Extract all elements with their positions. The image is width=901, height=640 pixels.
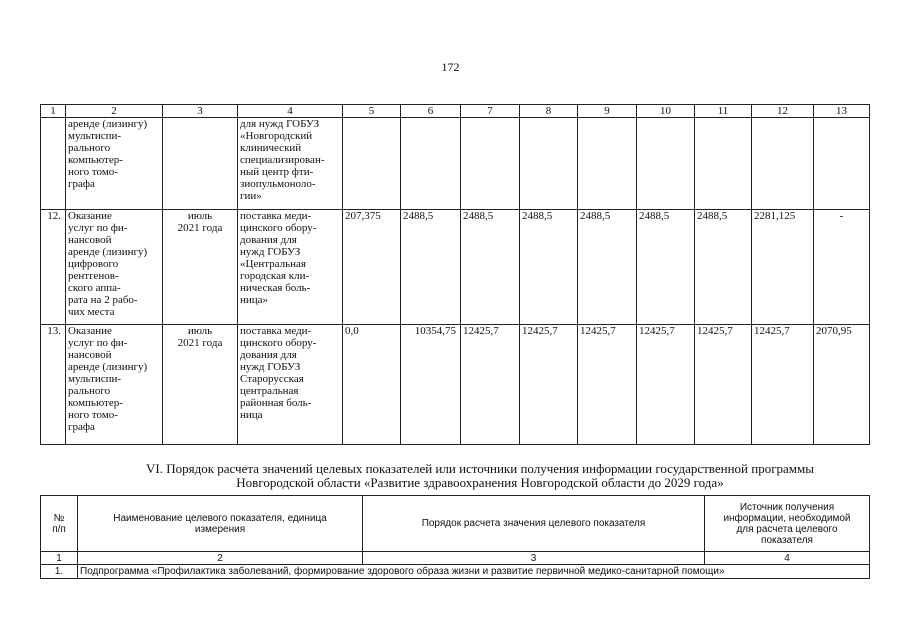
header-cell-source: Источник получения информации, необходимой для расчета целевого показателя xyxy=(705,496,870,552)
header-cell-method: Порядок расчета значения целевого показателя xyxy=(363,496,705,552)
value-cell: 12425,7 xyxy=(637,325,695,445)
column-number: 11 xyxy=(695,105,752,118)
value-cell: - xyxy=(814,210,870,325)
indicators-table xyxy=(40,495,870,579)
value-cell xyxy=(752,118,814,210)
value-cell: 12425,7 xyxy=(520,325,578,445)
column-number-row xyxy=(41,552,870,565)
table-row xyxy=(41,210,870,325)
service-name: Оказание услуг по фи- нансовой аренде (лизингу) цифрового рентгенов- ского аппа- рата на 2 рабо- чих места xyxy=(66,210,163,325)
column-number: 12 xyxy=(752,105,814,118)
value-cell xyxy=(578,118,637,210)
value-cell xyxy=(695,118,752,210)
column-number: 4 xyxy=(705,552,870,565)
table-row xyxy=(41,118,870,210)
value-cell: 2488,5 xyxy=(695,210,752,325)
period-cell: июль 2021 года xyxy=(163,325,238,445)
value-cell: 2488,5 xyxy=(578,210,637,325)
row-number: 12. xyxy=(41,210,66,325)
value-cell: 12425,7 xyxy=(752,325,814,445)
value-cell: 2488,5 xyxy=(401,210,461,325)
section-heading-line: Новгородской области «Развитие здравоохранения Новгородской области до 2029 года» xyxy=(236,475,724,490)
value-cell: 207,375 xyxy=(343,210,401,325)
value-cell: 2281,125 xyxy=(752,210,814,325)
service-name: аренде (лизингу) мультиспи- рального компьютер- ного томо- графа xyxy=(66,118,163,210)
column-number: 13 xyxy=(814,105,870,118)
table-row xyxy=(41,325,870,445)
subprogram-title: Подпрограмма «Профилактика заболеваний, формирование здорового образа жизни и развитие первичной медико-санитарной помощи» xyxy=(78,565,870,579)
value-cell xyxy=(520,118,578,210)
value-cell xyxy=(814,118,870,210)
column-number: 2 xyxy=(66,105,163,118)
row-number xyxy=(41,118,66,210)
column-number: 7 xyxy=(461,105,520,118)
column-number: 1 xyxy=(41,105,66,118)
value-cell: 2488,5 xyxy=(520,210,578,325)
financing-table xyxy=(40,104,870,445)
period-cell: июль 2021 года xyxy=(163,210,238,325)
column-number: 10 xyxy=(637,105,695,118)
column-number: 3 xyxy=(163,105,238,118)
value-cell xyxy=(401,118,461,210)
period-cell xyxy=(163,118,238,210)
value-cell xyxy=(637,118,695,210)
service-name: Оказание услуг по фи- нансовой аренде (лизингу) мультиспи- рального компьютер- ного томо- графа xyxy=(66,325,163,445)
column-number: 9 xyxy=(578,105,637,118)
value-cell: 12425,7 xyxy=(695,325,752,445)
value-cell: 12425,7 xyxy=(578,325,637,445)
value-cell: 0,0 xyxy=(343,325,401,445)
purpose-cell: для нужд ГОБУЗ «Новгородский клинический специализирован- ный центр фти- зиопульмоноло- гии» xyxy=(238,118,343,210)
column-number-row xyxy=(41,105,870,118)
value-cell: 12425,7 xyxy=(461,325,520,445)
column-number: 6 xyxy=(401,105,461,118)
row-number: 13. xyxy=(41,325,66,445)
value-cell: 10354,75 xyxy=(401,325,461,445)
page-number: 172 xyxy=(441,60,460,74)
row-number: 1. xyxy=(41,565,78,579)
value-cell: 2488,5 xyxy=(461,210,520,325)
value-cell: 2488,5 xyxy=(637,210,695,325)
column-number: 4 xyxy=(238,105,343,118)
table-row xyxy=(41,565,870,579)
section-heading xyxy=(80,462,880,490)
header-cell-number: № п/п xyxy=(41,496,78,552)
column-number: 8 xyxy=(520,105,578,118)
purpose-cell: поставка меди- цинского обору- дования для нужд ГОБУЗ Старорусская центральная районная боль- ница xyxy=(238,325,343,445)
column-number: 5 xyxy=(343,105,401,118)
column-number: 1 xyxy=(41,552,78,565)
column-number: 2 xyxy=(78,552,363,565)
value-cell: 2070,95 xyxy=(814,325,870,445)
header-cell-indicator: Наименование целевого показателя, единица измерения xyxy=(78,496,363,552)
section-heading-line: VI. Порядок расчета значений целевых показателей или источники получения информации государственной программы xyxy=(146,461,814,476)
purpose-cell: поставка меди- цинского обору- дования для нужд ГОБУЗ «Центральная городская кли- ническая боль- ница» xyxy=(238,210,343,325)
value-cell xyxy=(461,118,520,210)
value-cell xyxy=(343,118,401,210)
header-row xyxy=(41,496,870,552)
column-number: 3 xyxy=(363,552,705,565)
